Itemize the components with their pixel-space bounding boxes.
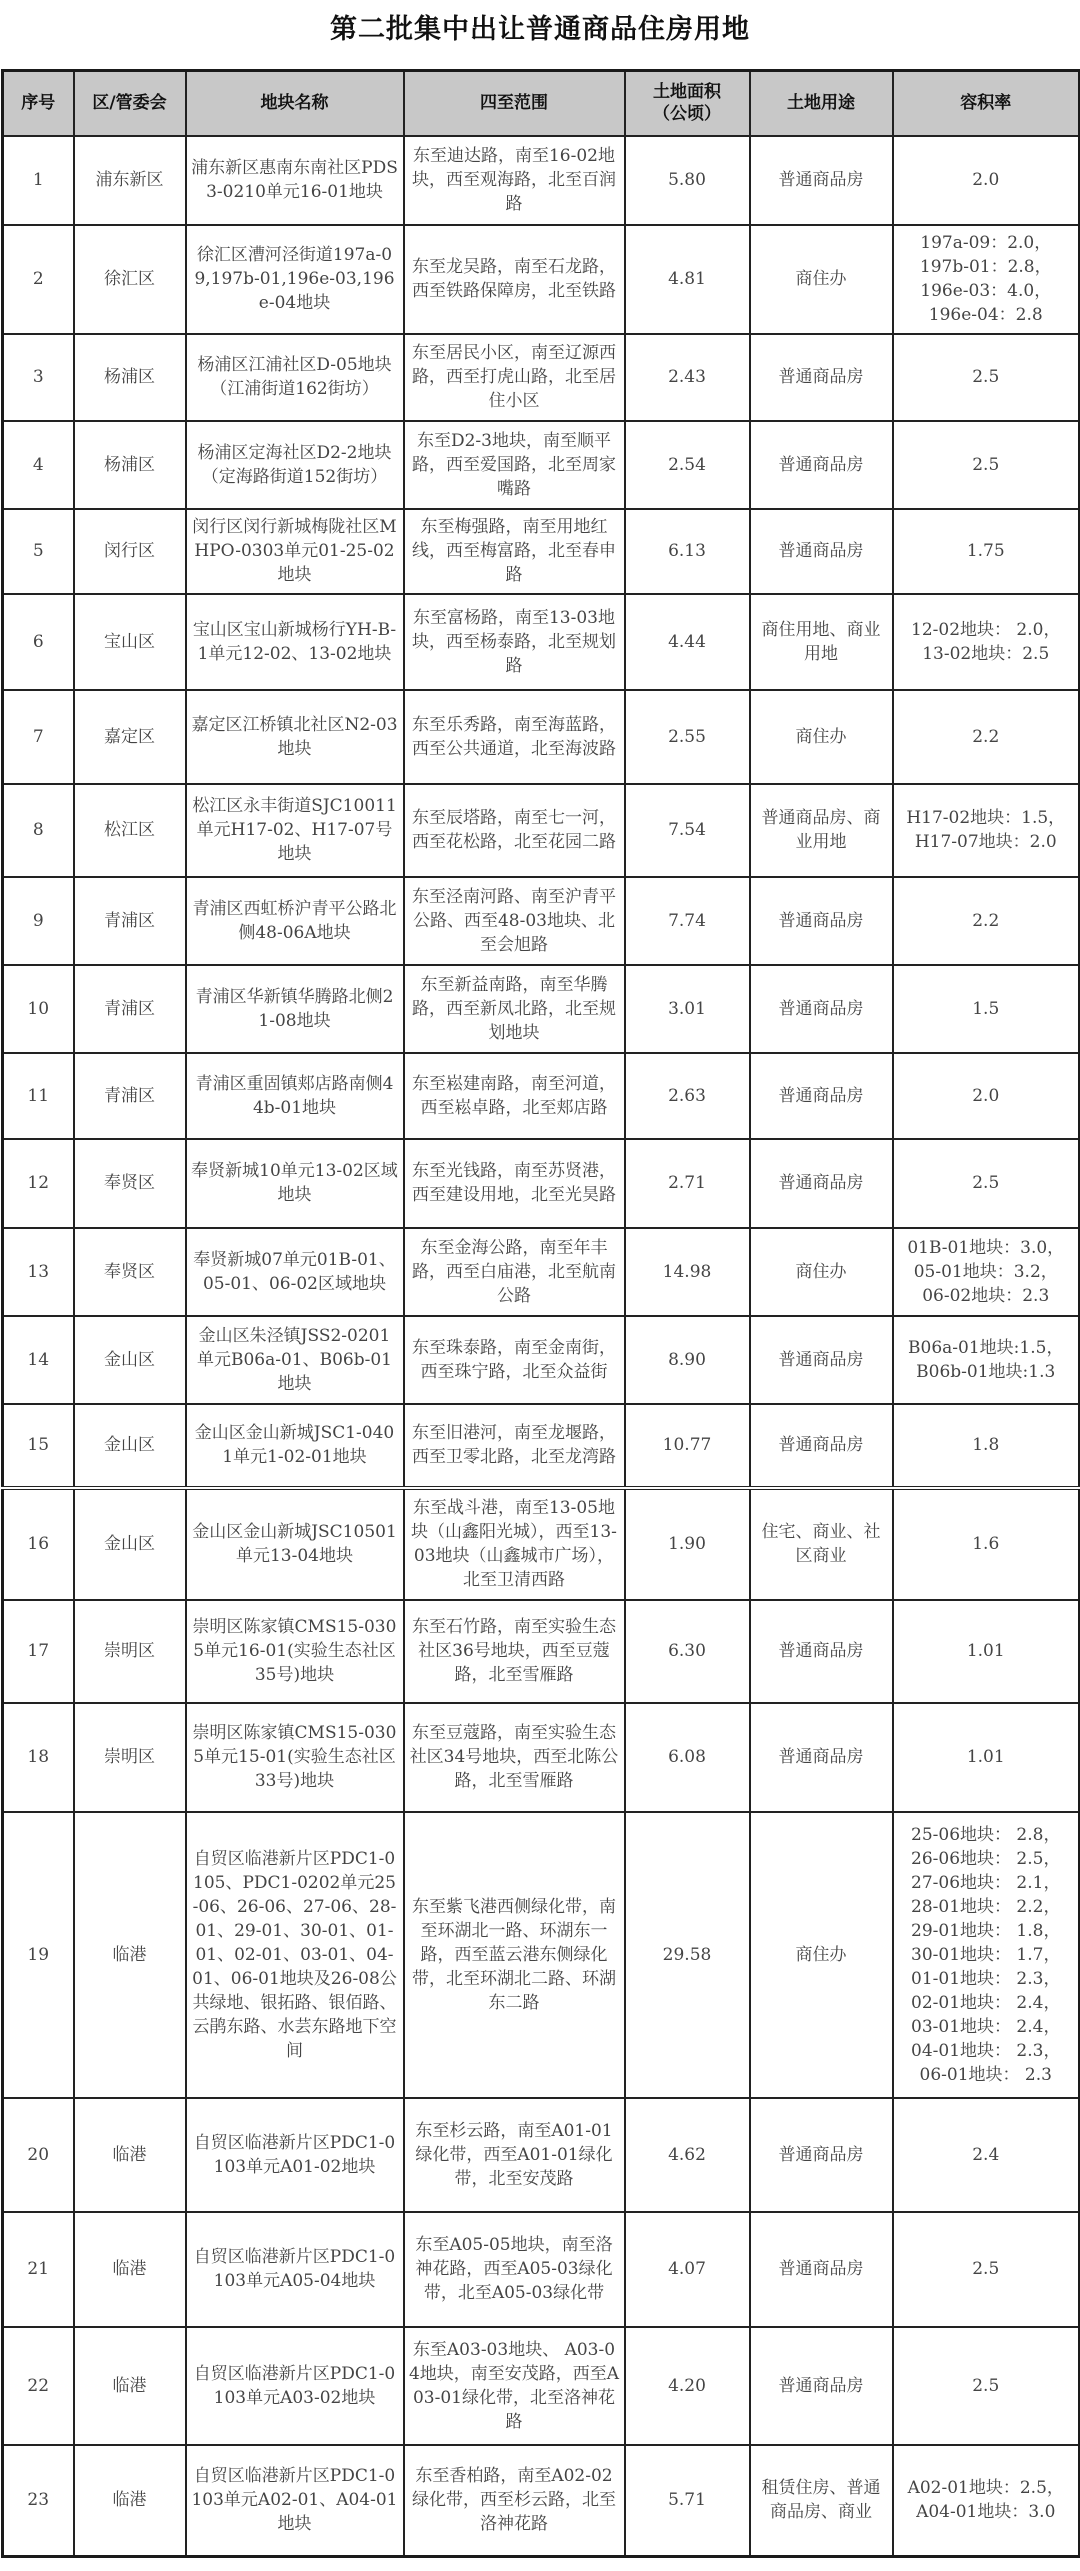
cell-parcel-name: 自贸区临港新片区PDC1-0103单元A05-04地块	[186, 2212, 404, 2327]
table-row	[3, 1600, 1080, 1703]
cell-far	[893, 136, 1080, 225]
cell-no: 21	[3, 2212, 74, 2327]
cell-district: 徐汇区	[74, 225, 186, 334]
cell-land-use: 普通商品房	[750, 1600, 893, 1703]
cell-parcel-name: 杨浦区定海社区D2-2地块（定海路街道152街坊）	[186, 421, 404, 509]
far-value-line: 13-02地块：2.5	[922, 643, 1050, 664]
land-parcel-table	[1, 69, 1080, 2558]
cell-land-area: 4.07	[625, 2212, 750, 2327]
header-boundaries: 四至范围	[404, 71, 625, 136]
cell-land-area: 6.13	[625, 509, 750, 594]
cell-no: 4	[3, 421, 74, 509]
cell-district: 崇明区	[74, 1600, 186, 1703]
cell-boundaries: 东至富杨路，南至13-03地块，西至杨泰路，北至规划路	[404, 594, 625, 690]
cell-parcel-name: 金山区金山新城JSC1-0401单元1-02-01地块	[186, 1404, 404, 1488]
cell-land-area: 2.54	[625, 421, 750, 509]
cell-far	[893, 225, 1080, 334]
cell-land-use: 普通商品房	[750, 965, 893, 1053]
cell-district: 闵行区	[74, 509, 186, 594]
cell-district: 嘉定区	[74, 690, 186, 784]
table-row	[3, 594, 1080, 690]
table-row	[3, 2445, 1080, 2557]
far-value-line: 26-06地块： 2.5，	[911, 1848, 1061, 1869]
far-value-line: 27-06地块： 2.1，	[911, 1872, 1061, 1893]
cell-land-use: 普通商品房、商业用地	[750, 784, 893, 877]
far-value-line: 2.5	[972, 2375, 1000, 2396]
cell-far	[893, 2212, 1080, 2327]
cell-boundaries: 东至乐秀路，南至海蓝路，西至公共通道，北至海波路	[404, 690, 625, 784]
cell-parcel-name: 青浦区西虹桥沪青平公路北侧48-06A地块	[186, 877, 404, 965]
cell-land-use: 普通商品房	[750, 509, 893, 594]
cell-land-area: 6.30	[625, 1600, 750, 1703]
far-value-line: 2.2	[972, 910, 1000, 931]
cell-district: 松江区	[74, 784, 186, 877]
cell-parcel-name: 浦东新区惠南东南社区PDS3-0210单元16-01地块	[186, 136, 404, 225]
cell-district: 临港	[74, 2212, 186, 2327]
cell-district: 临港	[74, 1812, 186, 2098]
cell-district: 金山区	[74, 1404, 186, 1488]
far-value-line: H17-07地块：2.0	[914, 832, 1057, 852]
cell-no: 7	[3, 690, 74, 784]
cell-far	[893, 690, 1080, 784]
cell-land-area: 7.54	[625, 784, 750, 877]
cell-district: 金山区	[74, 1316, 186, 1404]
cell-boundaries: 东至A05-05地块，南至洛神花路，西至A05-03绿化带，北至A05-03绿化带	[404, 2212, 625, 2327]
cell-land-area: 8.90	[625, 1316, 750, 1404]
cell-far	[893, 784, 1080, 877]
table-row	[3, 2327, 1080, 2445]
cell-far	[893, 594, 1080, 690]
cell-parcel-name: 青浦区重固镇郏店路南侧44b-01地块	[186, 1053, 404, 1139]
cell-no: 22	[3, 2327, 74, 2445]
table-row	[3, 1488, 1080, 1600]
cell-far	[893, 877, 1080, 965]
cell-boundaries: 东至崧建南路，南至河道，西至崧卓路，北至郏店路	[404, 1053, 625, 1139]
table-row	[3, 1316, 1080, 1404]
cell-land-use: 普通商品房	[750, 136, 893, 225]
far-value-line: 02-01地块： 2.4，	[911, 1992, 1061, 2013]
cell-parcel-name: 松江区永丰街道SJC10011单元H17-02、H17-07号地块	[186, 784, 404, 877]
cell-boundaries: 东至迪达路，南至16-02地块，西至观海路，北至百润路	[404, 136, 625, 225]
cell-parcel-name: 金山区金山新城JSC10501单元13-04地块	[186, 1488, 404, 1600]
cell-parcel-name: 金山区朱泾镇JSS2-0201单元B06a-01、B06b-01地块	[186, 1316, 404, 1404]
cell-district: 临港	[74, 2445, 186, 2557]
far-value-line: 03-01地块： 2.4，	[911, 2016, 1061, 2037]
cell-land-area: 5.80	[625, 136, 750, 225]
cell-land-area: 10.77	[625, 1404, 750, 1488]
cell-parcel-name: 自贸区临港新片区PDC1-0103单元A03-02地块	[186, 2327, 404, 2445]
cell-district: 奉贤区	[74, 1228, 186, 1316]
cell-land-area: 4.81	[625, 225, 750, 334]
far-value-line: 1.8	[972, 1435, 1000, 1455]
cell-land-area: 29.58	[625, 1812, 750, 2098]
far-value-line: 01-01地块： 2.3，	[911, 1968, 1061, 1989]
cell-land-use: 普通商品房	[750, 334, 893, 421]
cell-land-use: 普通商品房	[750, 1316, 893, 1404]
far-value-line: 2.4	[972, 2144, 1000, 2165]
cell-land-use: 普通商品房	[750, 1053, 893, 1139]
header-land-area-line2: （公顷）	[653, 104, 721, 125]
table-row	[3, 784, 1080, 877]
cell-parcel-name: 宝山区宝山新城杨行YH-B-1单元12-02、13-02地块	[186, 594, 404, 690]
cell-land-use: 普通商品房	[750, 1139, 893, 1228]
cell-district: 青浦区	[74, 877, 186, 965]
cell-boundaries: 东至香柏路，南至A02-02绿化带，西至杉云路，北至洛神花路	[404, 2445, 625, 2557]
cell-no: 14	[3, 1316, 74, 1404]
cell-land-area: 2.71	[625, 1139, 750, 1228]
cell-no: 11	[3, 1053, 74, 1139]
far-value-line: 05-01地块：3.2，	[913, 1261, 1058, 1282]
table-row	[3, 2212, 1080, 2327]
cell-boundaries: 东至光钱路，南至苏贤港，西至建设用地，北至光昊路	[404, 1139, 625, 1228]
far-value-line: 2.2	[972, 726, 1000, 747]
cell-far	[893, 334, 1080, 421]
far-value-line: A04-01地块：3.0	[916, 2502, 1056, 2523]
cell-district: 临港	[74, 2098, 186, 2212]
table-row	[3, 2098, 1080, 2212]
cell-land-use: 普通商品房	[750, 2327, 893, 2445]
cell-far	[893, 1488, 1080, 1600]
cell-parcel-name: 崇明区陈家镇CMS15-0305单元15-01(实验生态社区33号)地块	[186, 1703, 404, 1812]
table-row	[3, 877, 1080, 965]
far-value-line: 1.75	[966, 541, 1005, 561]
far-value-line: 04-01地块： 2.3，	[911, 2040, 1061, 2061]
cell-parcel-name: 自贸区临港新片区PDC1-0105、PDC1-0202单元25-06、26-06、27-06、28-01、29-01、30-01、01-01、02-01、03-01、04-01、06-01地块及26-08公共绿地、银拓路、银佰路、云鹃东路、水芸东路地下空间	[186, 1812, 404, 2098]
cell-no: 5	[3, 509, 74, 594]
cell-district: 崇明区	[74, 1703, 186, 1812]
cell-no: 23	[3, 2445, 74, 2557]
far-value-line: 2.5	[972, 367, 1000, 387]
cell-far	[893, 1600, 1080, 1703]
cell-land-use: 普通商品房	[750, 1703, 893, 1812]
cell-land-use: 普通商品房	[750, 2212, 893, 2327]
cell-far	[893, 421, 1080, 509]
far-value-line: H17-02地块：1.5，	[906, 808, 1066, 828]
cell-no: 15	[3, 1404, 74, 1488]
cell-land-use: 商住办	[750, 1228, 893, 1316]
table-row	[3, 965, 1080, 1053]
cell-far	[893, 2098, 1080, 2212]
cell-far	[893, 2445, 1080, 2557]
cell-no: 12	[3, 1139, 74, 1228]
cell-far	[893, 1139, 1080, 1228]
cell-boundaries: 东至泾南河路、南至沪青平公路、西至48-03地块、北至会旭路	[404, 877, 625, 965]
far-value-line: 2.0	[972, 170, 1000, 190]
far-value-line: 1.01	[966, 1747, 1005, 1767]
header-no: 序号	[3, 71, 74, 136]
cell-boundaries: 东至豆蔻路，南至实验生态社区34号地块，西至北陈公路，北至雪雁路	[404, 1703, 625, 1812]
cell-land-use: 普通商品房	[750, 877, 893, 965]
cell-parcel-name: 自贸区临港新片区PDC1-0103单元A02-01、A04-01地块	[186, 2445, 404, 2557]
far-value-line: A02-01地块：2.5，	[907, 2478, 1064, 2499]
cell-boundaries: 东至杉云路，南至A01-01绿化带，西至A01-01绿化带，北至安茂路	[404, 2098, 625, 2212]
cell-boundaries: 东至金海公路，南至年丰路，西至白庙港，北至航南公路	[404, 1228, 625, 1316]
cell-land-area: 14.98	[625, 1228, 750, 1316]
cell-no: 10	[3, 965, 74, 1053]
cell-district: 浦东新区	[74, 136, 186, 225]
cell-no: 2	[3, 225, 74, 334]
far-value-line: 2.0	[972, 1085, 1000, 1106]
cell-no: 18	[3, 1703, 74, 1812]
cell-land-use: 商住用地、商业用地	[750, 594, 893, 690]
cell-land-area: 4.44	[625, 594, 750, 690]
cell-parcel-name: 奉贤新城07单元01B-01、05-01、06-02区域地块	[186, 1228, 404, 1316]
header-district: 区/管委会	[74, 71, 186, 136]
table-row	[3, 334, 1080, 421]
cell-no: 3	[3, 334, 74, 421]
cell-land-area: 3.01	[625, 965, 750, 1053]
cell-land-use: 商住办	[750, 225, 893, 334]
cell-no: 19	[3, 1812, 74, 2098]
cell-district: 青浦区	[74, 965, 186, 1053]
far-value-line: 2.5	[972, 454, 1000, 475]
cell-parcel-name: 闵行区闵行新城梅陇社区MHPO-0303单元01-25-02地块	[186, 509, 404, 594]
cell-boundaries: 东至旧港河，南至龙堰路，西至卫零北路，北至龙湾路	[404, 1404, 625, 1488]
cell-parcel-name: 自贸区临港新片区PDC1-0103单元A01-02地块	[186, 2098, 404, 2212]
cell-boundaries: 东至龙吴路，南至石龙路，西至铁路保障房，北至铁路	[404, 225, 625, 334]
cell-district: 杨浦区	[74, 334, 186, 421]
header-land-area-line1: 土地面积	[653, 82, 721, 103]
table-header-row	[3, 71, 1080, 136]
table-row	[3, 690, 1080, 784]
cell-district: 金山区	[74, 1488, 186, 1600]
cell-boundaries: 东至战斗港，南至13-05地块（山鑫阳光城），西至13-03地块（山鑫城市广场），北至卫清西路	[404, 1488, 625, 1600]
far-value-line: 06-01地块： 2.3	[919, 2064, 1052, 2085]
table-row	[3, 1139, 1080, 1228]
cell-boundaries: 东至辰塔路，南至七一河，西至花松路，北至花园二路	[404, 784, 625, 877]
table-row	[3, 421, 1080, 509]
cell-boundaries: 东至A03-03地块、 A03-04地块，南至安茂路，西至A03-01绿化带，北至洛神花路	[404, 2327, 625, 2445]
table-row	[3, 1228, 1080, 1316]
cell-land-area: 1.90	[625, 1488, 750, 1600]
cell-far	[893, 1316, 1080, 1404]
far-value-line: 197a-09：2.0，	[920, 233, 1052, 253]
cell-boundaries: 东至紫飞港西侧绿化带，南至环湖北一路、环湖东一路，西至蓝云港东侧绿化带，北至环湖北二路、环湖东二路	[404, 1812, 625, 2098]
cell-far	[893, 1228, 1080, 1316]
cell-no: 8	[3, 784, 74, 877]
cell-land-area: 7.74	[625, 877, 750, 965]
cell-no: 9	[3, 877, 74, 965]
far-value-line: 29-01地块： 1.8，	[911, 1920, 1061, 1941]
cell-boundaries: 东至石竹路，南至实验生态社区36号地块，西至豆蔻路，北至雪雁路	[404, 1600, 625, 1703]
cell-no: 13	[3, 1228, 74, 1316]
cell-boundaries: 东至新益南路，南至华腾路，西至新凤北路，北至规划地块	[404, 965, 625, 1053]
far-value-line: 25-06地块： 2.8，	[911, 1824, 1061, 1845]
header-far: 容积率	[893, 71, 1080, 136]
cell-far	[893, 1812, 1080, 2098]
cell-far	[893, 2327, 1080, 2445]
cell-land-use: 普通商品房	[750, 421, 893, 509]
cell-land-use: 住宅、商业、社区商业	[750, 1488, 893, 1600]
cell-boundaries: 东至珠泰路，南至金南街，西至珠宁路，北至众益街	[404, 1316, 625, 1404]
header-land-area	[625, 71, 750, 136]
cell-no: 17	[3, 1600, 74, 1703]
cell-far	[893, 509, 1080, 594]
far-value-line: B06a-01地块:1.5，	[908, 1337, 1064, 1358]
cell-land-use: 租赁住房、普通商品房、商业	[750, 2445, 893, 2557]
far-value-line: 2.5	[972, 1173, 1000, 1193]
table-body	[3, 136, 1080, 2557]
far-value-line: 06-02地块：2.3	[922, 1285, 1050, 1306]
cell-district: 奉贤区	[74, 1139, 186, 1228]
cell-district: 青浦区	[74, 1053, 186, 1139]
header-parcel-name: 地块名称	[186, 71, 404, 136]
table-row	[3, 1404, 1080, 1488]
cell-land-use: 普通商品房	[750, 2098, 893, 2212]
cell-district: 宝山区	[74, 594, 186, 690]
cell-parcel-name: 青浦区华新镇华腾路北侧21-08地块	[186, 965, 404, 1053]
cell-no: 6	[3, 594, 74, 690]
cell-district: 临港	[74, 2327, 186, 2445]
far-value-line: 01B-01地块：3.0，	[907, 1237, 1065, 1258]
cell-no: 1	[3, 136, 74, 225]
cell-boundaries: 东至居民小区，南至辽源西路，西至打虎山路，北至居住小区	[404, 334, 625, 421]
cell-parcel-name: 崇明区陈家镇CMS15-0305单元16-01(实验生态社区35号)地块	[186, 1600, 404, 1703]
cell-no: 20	[3, 2098, 74, 2212]
far-value-line: 196e-03：4.0，	[920, 281, 1052, 301]
cell-parcel-name: 嘉定区江桥镇北社区N2-03地块	[186, 690, 404, 784]
far-value-line: 1.01	[966, 1641, 1005, 1661]
cell-land-area: 6.08	[625, 1703, 750, 1812]
cell-boundaries: 东至D2-3地块，南至顺平路，西至爱国路，北至周家嘴路	[404, 421, 625, 509]
cell-parcel-name: 杨浦区江浦社区D-05地块（江浦街道162街坊）	[186, 334, 404, 421]
table-row	[3, 136, 1080, 225]
cell-land-use: 商住办	[750, 1812, 893, 2098]
table-row	[3, 225, 1080, 334]
cell-parcel-name: 奉贤新城10单元13-02区域地块	[186, 1139, 404, 1228]
cell-district: 杨浦区	[74, 421, 186, 509]
far-value-line: 2.5	[972, 2259, 1000, 2279]
table-row	[3, 1812, 1080, 2098]
cell-land-use: 商住办	[750, 690, 893, 784]
page-title: 第二批集中出让普通商品住房用地	[330, 14, 750, 45]
cell-far	[893, 1053, 1080, 1139]
cell-land-area: 2.63	[625, 1053, 750, 1139]
far-value-line: 197b-01：2.8，	[919, 257, 1052, 277]
cell-land-area: 2.43	[625, 334, 750, 421]
cell-no: 16	[3, 1488, 74, 1600]
far-value-line: 28-01地块： 2.2，	[911, 1896, 1061, 1917]
cell-parcel-name: 徐汇区漕河泾街道197a-09,197b-01,196e-03,196e-04地块	[186, 225, 404, 334]
far-value-line: 1.5	[972, 998, 1000, 1019]
cell-land-use: 普通商品房	[750, 1404, 893, 1488]
cell-boundaries: 东至梅强路，南至用地红线，西至梅富路，北至春申路	[404, 509, 625, 594]
cell-land-area: 5.71	[625, 2445, 750, 2557]
cell-land-area: 4.62	[625, 2098, 750, 2212]
far-value-line: B06b-01地块:1.3	[916, 1361, 1056, 1382]
cell-far	[893, 1703, 1080, 1812]
cell-land-area: 2.55	[625, 690, 750, 784]
cell-land-area: 4.20	[625, 2327, 750, 2445]
far-value-line: 1.6	[972, 1534, 1000, 1554]
table-row	[3, 1703, 1080, 1812]
cell-far	[893, 965, 1080, 1053]
header-land-use: 土地用途	[750, 71, 893, 136]
far-value-line: 30-01地块： 1.7，	[911, 1944, 1061, 1965]
cell-far	[893, 1404, 1080, 1488]
table-row	[3, 509, 1080, 594]
far-value-line: 196e-04：2.8	[928, 305, 1043, 325]
far-value-line: 12-02地块： 2.0，	[911, 619, 1061, 640]
table-row	[3, 1053, 1080, 1139]
